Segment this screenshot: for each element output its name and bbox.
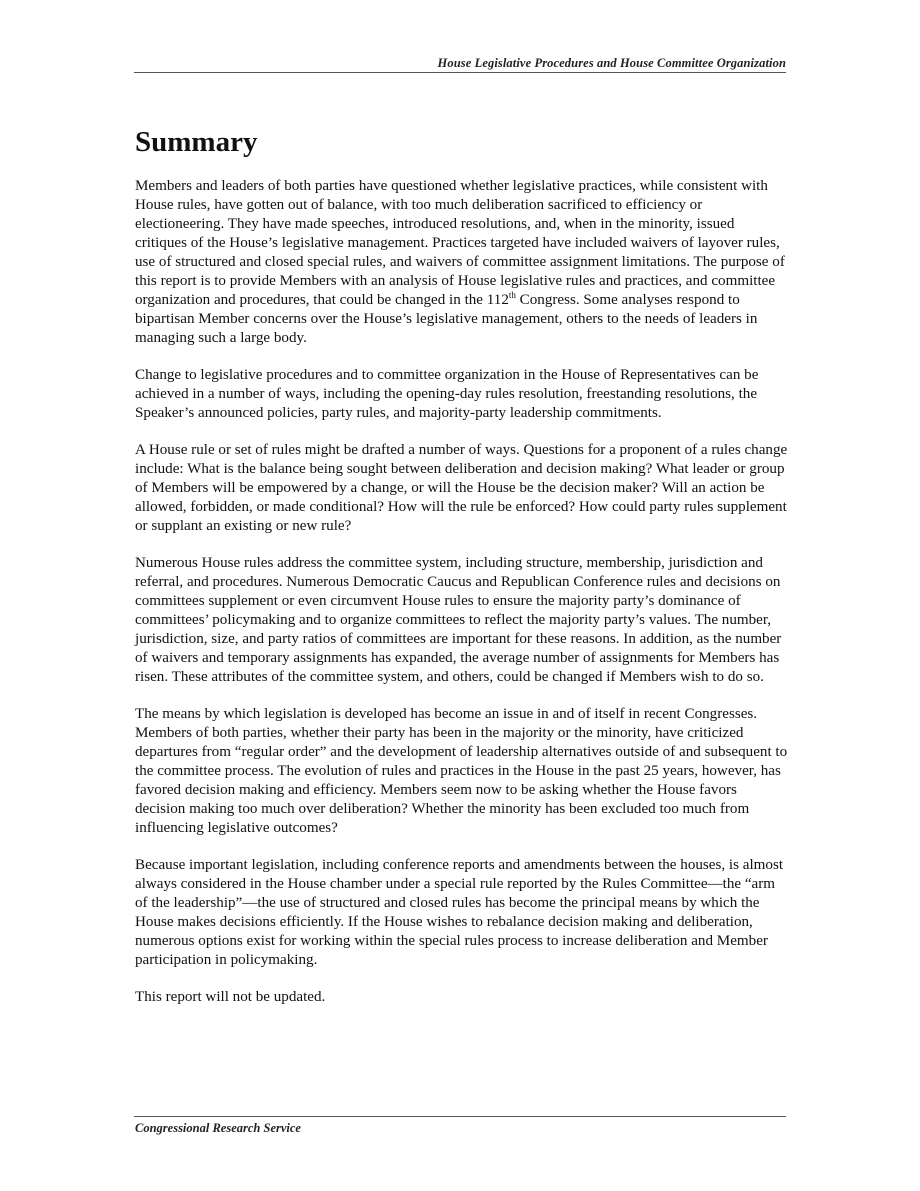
paragraph-special-rules: Because important legislation, including conference reports and amendments between the houses, is almost always considered in the House chamber under a special rule reported by the Rules Committee—the “arm of the leadership”—the use of structured and closed rules has become the principal means by which the House makes decisions efficiently. If the House wishes to rebalance decision making and deliberation, numerous options exist for working within the special rules process to increase deliberation and Member participation in policymaking. <box>135 857 784 968</box>
summary-body <box>135 177 790 1025</box>
ordinal-superscript: th <box>508 289 516 300</box>
paragraph-purpose <box>135 177 790 348</box>
paragraph-legislation-development: The means by which legislation is developed has become an issue in and of itself in recent Congresses. Members of both parties, whether their party has been in the majority or the minority, have criticized departures from “regular order” and the development of leadership alternatives outside of and subsequent to the committee process. The evolution of rules and practices in the House in the past 25 years, however, has favored decision making and efficiency. Members seem now to be asking whether the House favors decision making too much over deliberation? Whether the minority has been excluded too much from influencing legislative outcomes? <box>135 706 788 836</box>
paragraph-means-of-change: Change to legislative procedures and to committee organization in the House of Representatives can be achieved in a number of ways, including the opening-day rules resolution, freestanding resolutions, the Speaker’s announced policies, party rules, and majority-party leadership commitments. <box>135 367 759 421</box>
footer-divider <box>134 1116 786 1117</box>
header-divider <box>134 72 786 73</box>
paragraph-purpose-text-a: Members and leaders of both parties have questioned whether legislative practices, while consistent with House rules, have gotten out of balance, with too much deliberation sacrificed to efficiency or electioneering. They have made speeches, introduced resolutions, and, when in the minority, issued critiques of the House’s legislative management. Practices targeted have included waivers of layover rules, use of structured and closed special rules, and waivers of committee assignment limitations. The purpose of this report is to provide Members with an analysis of House legislative rules and practices, and committee organization and procedures, that could be changed in the 112 <box>135 178 785 308</box>
paragraph-update-note: This report will not be updated. <box>135 989 326 1005</box>
running-footer: Congressional Research Service <box>135 1121 301 1135</box>
running-header: House Legislative Procedures and House Committee Organization <box>437 56 786 70</box>
paragraph-committee-system: Numerous House rules address the committee system, including structure, membership, jurisdiction and referral, and procedures. Numerous Democratic Caucus and Republican Conference rules and decisions on committees supplement or even circumvent House rules to ensure the majority party’s dominance of committees’ policymaking and to organize committees to reflect the majority party’s values. The number, jurisdiction, size, and party ratios of committees are important for these reasons. In addition, as the number of waivers and temporary assignments has expanded, the average number of assignments for Members has risen. These attributes of the committee system, and others, could be changed if Members wish to do so. <box>135 555 782 685</box>
page-title: Summary <box>135 126 258 158</box>
paragraph-drafting-questions: A House rule or set of rules might be drafted a number of ways. Questions for a proponent of a rules change include: What is the balance being sought between deliberation and decision making? What leader or group of Members will be empowered by a change, or will the House be the decision maker? Will an action be allowed, forbidden, or made conditional? How will the rule be enforced? How could party rules supplement or supplant an existing or new rule? <box>135 442 788 534</box>
paragraph-purpose-text-b: Congress. Some analyses respond to bipartisan Member concerns over the House’s legislative management, others to the needs of leaders in managing such a large body. <box>135 292 758 346</box>
